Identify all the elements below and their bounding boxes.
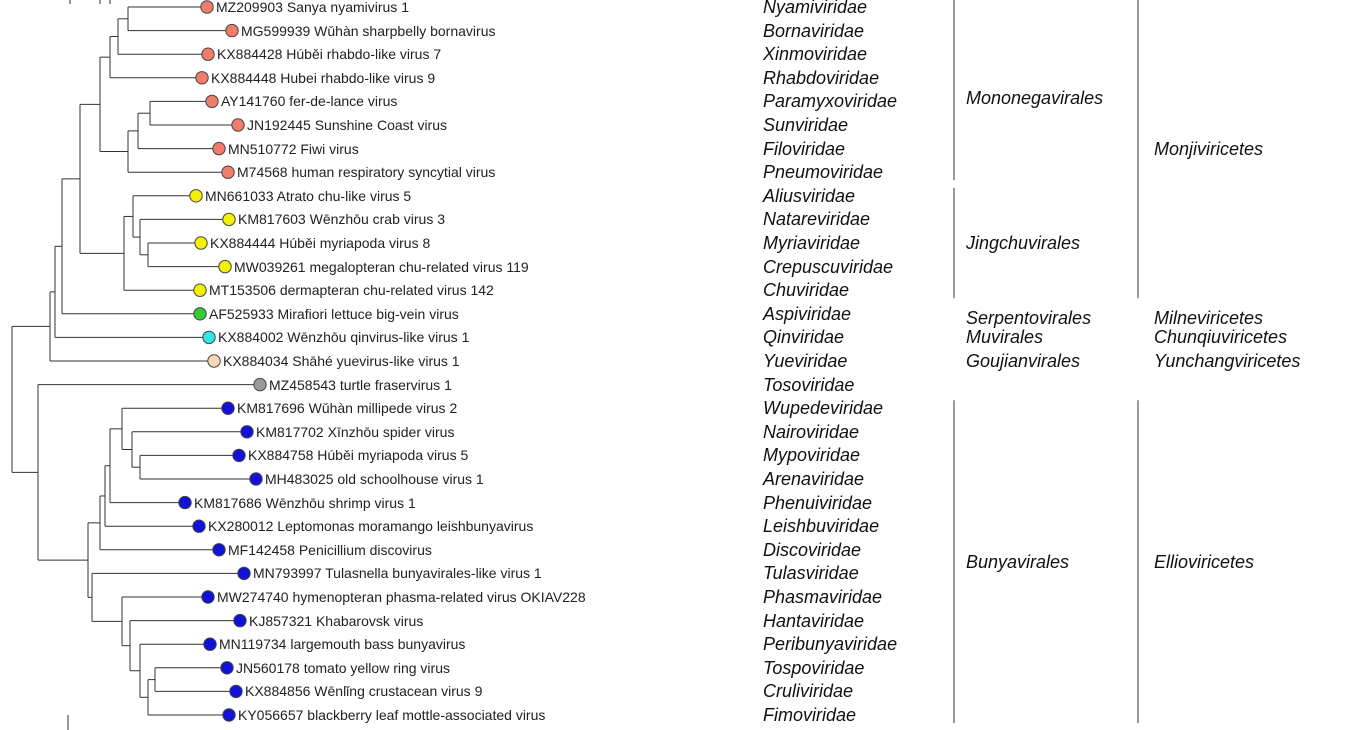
order-label: Serpentovirales <box>966 307 1092 328</box>
leaf-dot <box>223 709 235 721</box>
leaf-dot <box>221 662 233 674</box>
leaf-dot <box>222 402 234 414</box>
class-label: Ellioviricetes <box>1154 551 1255 572</box>
leaf-label: JN560178 tomato yellow ring virus <box>236 659 450 676</box>
leaf-label: MW039261 megalopteran chu-related virus 119 <box>234 258 529 275</box>
family-label: Fimoviridae <box>763 705 857 725</box>
family-label: Filoviridae <box>763 138 846 159</box>
leaf-dot <box>223 213 235 225</box>
leaf-label: KM817603 Wēnzhōu crab virus 3 <box>238 211 445 228</box>
leaf-dot <box>233 449 245 461</box>
leaf-label: KX884444 Húběi myriapoda virus 8 <box>210 235 431 251</box>
leaf-dot <box>190 190 202 202</box>
leaf-label: JN192445 Sunshine Coast virus <box>247 117 448 133</box>
family-label: Bornaviridae <box>763 20 865 41</box>
leaf-label: MH483025 old schoolhouse virus 1 <box>265 471 484 487</box>
family-label: Sunviridae <box>763 115 849 135</box>
leaf-dot <box>194 284 206 296</box>
family-label: Myriaviridae <box>763 233 861 253</box>
leaf-label: KM817702 Xīnzhōu spider virus <box>256 423 455 440</box>
leaf-label: KX884856 Wēnlǐng crustacean virus 9 <box>245 683 483 700</box>
leaf-dot <box>241 426 253 438</box>
leaf-label: MF142458 Penicillium discovirus <box>228 541 432 558</box>
leaf-label: MN119734 largemouth bass bunyavirus <box>219 636 466 653</box>
leaf-label: KJ857321 Khabarovsk virus <box>249 612 424 629</box>
leaf-label: MN510772 Fiwi virus <box>228 140 359 157</box>
leaf-label: KX884034 Shāhé yuevirus-like virus 1 <box>223 353 460 369</box>
family-label: Xinmoviridae <box>763 44 868 65</box>
family-label: Natareviridae <box>763 209 871 230</box>
leaf-label: MN661033 Atrato chu-like virus 5 <box>205 187 412 204</box>
leaf-dot <box>206 95 218 107</box>
class-label: Chunqiuviricetes <box>1154 327 1288 348</box>
leaf-dot <box>226 24 238 36</box>
leaf-label: KM817696 Wǔhàn millipede virus 2 <box>237 400 458 417</box>
leaf-dot <box>213 544 225 556</box>
family-label: Nairoviridae <box>763 421 860 442</box>
leaf-label: KX884428 Húběi rhabdo-like virus 7 <box>217 46 442 63</box>
family-label: Aspiviridae <box>763 303 852 324</box>
order-label: Mononegavirales <box>966 87 1104 108</box>
leaf-label: MZ458543 turtle fraservirus 1 <box>269 376 452 393</box>
leaf-dot <box>204 638 216 650</box>
order-label: Jingchuvirales <box>966 233 1081 253</box>
leaf-label: KX884758 Húběi myriapoda virus 5 <box>248 447 469 464</box>
family-label: Wupedeviridae <box>763 398 884 419</box>
family-label: Chuviridae <box>763 280 850 301</box>
leaf-label: MZ209903 Sanya nyamivirus 1 <box>216 0 409 15</box>
order-label: Goujianvirales <box>966 351 1081 371</box>
leaf-label: MW274740 hymenopteran phasma-related virus OKIAV228 <box>217 589 586 605</box>
leaf-dot <box>219 260 231 272</box>
leaf-label: MN793997 Tulasnella bunyavirales-like virus 1 <box>253 565 542 582</box>
class-label: Milneviricetes <box>1154 307 1264 328</box>
leaf-label: KX280012 Leptomonas moramango leishbunyavirus <box>208 518 534 535</box>
family-label: Phasmaviridae <box>763 587 883 607</box>
family-label: Discoviridae <box>763 539 862 560</box>
leaf-dot <box>203 331 215 343</box>
family-label: Qinviridae <box>763 327 845 348</box>
leaf-label: M74568 human respiratory syncytial virus <box>237 164 496 181</box>
leaf-dot <box>222 166 234 178</box>
leaf-dot <box>208 355 220 367</box>
family-label: Tulasviridae <box>763 563 859 584</box>
leaf-label: KY056657 blackberry leaf mottle-associated virus <box>238 707 546 723</box>
leaf-dot <box>202 48 214 60</box>
leaf-label: KX884002 Wēnzhōu qinvirus-like virus 1 <box>218 329 470 346</box>
leaf-dot <box>179 496 191 508</box>
leaf-label: KM817686 Wēnzhōu shrimp virus 1 <box>194 494 416 511</box>
leaf-dot <box>201 1 213 13</box>
leaf-label: MG599939 Wǔhàn sharpbelly bornavirus <box>241 22 496 39</box>
leaf-label: AY141760 fer-de-lance virus <box>221 93 398 110</box>
class-label: Yunchangviricetes <box>1154 351 1301 371</box>
family-label: Arenaviridae <box>763 469 865 489</box>
leaf-dot <box>230 685 242 697</box>
family-label: Tospoviridae <box>763 657 865 678</box>
leaf-label: KX884448 Hubei rhabdo-like virus 9 <box>211 69 436 86</box>
family-label: Leishbuviridae <box>763 516 880 537</box>
family-label: Paramyxoviridae <box>763 91 898 112</box>
family-label: Tosoviridae <box>763 374 855 395</box>
leaf-label: AF525933 Mirafiori lettuce big-vein virus <box>209 305 459 322</box>
family-label: Nyamiviridae <box>763 0 868 17</box>
family-label: Hantaviridae <box>763 610 865 631</box>
leaf-dot <box>193 520 205 532</box>
leaf-dot <box>254 378 266 390</box>
leaf-dot <box>250 473 262 485</box>
leaf-dot <box>234 614 246 626</box>
leaf-dot <box>195 237 207 249</box>
leaf-dot <box>213 142 225 154</box>
family-label: Aliusviridae <box>763 185 856 206</box>
class-label: Monjiviricetes <box>1154 138 1264 159</box>
order-label: Muvirales <box>966 327 1044 348</box>
family-label: Yueviridae <box>763 351 848 371</box>
family-label: Crepuscuviridae <box>763 256 894 277</box>
family-label: Rhabdoviridae <box>763 67 880 88</box>
family-label: Phenuiviridae <box>763 492 873 513</box>
leaf-dot <box>232 119 244 131</box>
leaf-label: MT153506 dermapteran chu-related virus 142 <box>209 282 494 299</box>
family-label: Pneumoviridae <box>763 162 884 183</box>
leaf-dot <box>202 591 214 603</box>
leaf-dot <box>238 567 250 579</box>
order-label: Bunyavirales <box>966 551 1070 572</box>
leaf-dot <box>196 72 208 84</box>
family-label: Peribunyaviridae <box>763 634 898 655</box>
family-label: Cruliviridae <box>763 681 854 702</box>
leaf-dot <box>194 308 206 320</box>
family-label: Mypoviridae <box>763 445 861 466</box>
